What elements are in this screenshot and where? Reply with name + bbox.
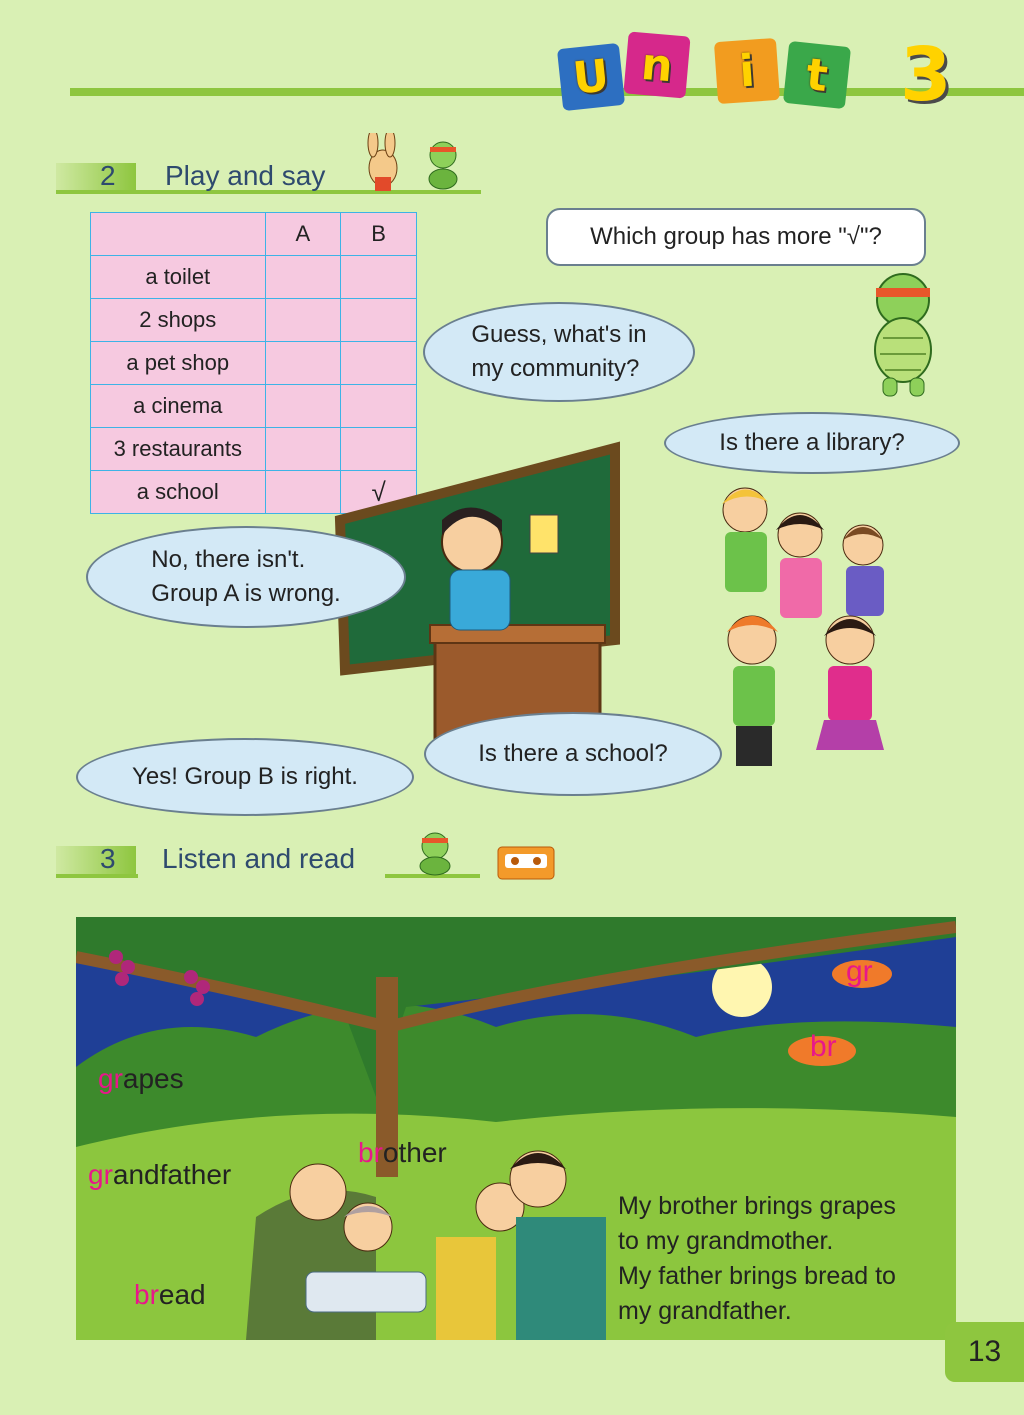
phonics-label-br: br <box>810 1030 837 1063</box>
story-text <box>618 1189 896 1329</box>
bubble-text <box>151 543 340 611</box>
story-scene <box>76 917 956 1340</box>
table-cell-item: a cinema <box>91 385 266 428</box>
section-rule <box>56 874 138 878</box>
rabbit-and-turtle-icon <box>358 133 468 193</box>
table-cell-a <box>265 256 341 299</box>
table-cell-a <box>265 299 341 342</box>
word-label-bread <box>134 1279 206 1311</box>
word-label-grandfather <box>88 1159 231 1191</box>
table-cell-a <box>265 342 341 385</box>
table-row <box>91 342 417 385</box>
bubble-text <box>471 318 646 386</box>
table-row <box>91 299 417 342</box>
section-tab <box>56 846 136 876</box>
unit-letter-u: U <box>557 43 625 111</box>
story-line: My brother brings grapes <box>618 1192 896 1220</box>
speech-bubble-guess <box>423 302 695 402</box>
cassette-icon <box>497 846 555 880</box>
turtle-mascot-icon <box>858 270 948 400</box>
story-line: to my grandmother. <box>618 1227 834 1255</box>
unit-letter-t: t <box>783 41 851 109</box>
speech-bubble-library <box>664 412 960 474</box>
table-cell-b <box>341 299 417 342</box>
unit-number: 3 <box>900 32 952 118</box>
word-prefix: br <box>134 1279 159 1310</box>
word-label-brother <box>358 1137 447 1169</box>
table-header-cell: A <box>265 213 341 256</box>
phonics-label-gr: gr <box>846 955 873 988</box>
table-cell-b: √ <box>341 471 417 514</box>
word-prefix: gr <box>88 1159 113 1190</box>
word-prefix: br <box>358 1137 383 1168</box>
bubble-text: Which group has more "√"? <box>590 223 882 250</box>
table-header-cell <box>91 213 266 256</box>
word-prefix: gr <box>98 1063 123 1094</box>
table-cell-b <box>341 256 417 299</box>
speech-bubble-yes <box>76 738 414 816</box>
speech-bubble-school <box>424 712 722 796</box>
table-cell-b <box>341 385 417 428</box>
speech-bubble-no <box>86 526 406 628</box>
bubble-line: Group A is wrong. <box>151 580 341 607</box>
table-cell-a <box>265 385 341 428</box>
bubble-text: Is there a school? <box>478 740 668 767</box>
section-title: Play and say <box>165 160 326 191</box>
children-group-illustration <box>700 480 920 790</box>
word-rest: other <box>382 1137 447 1168</box>
table-cell-item: 3 restaurants <box>91 428 266 471</box>
table-header-cell: B <box>341 213 417 256</box>
bubble-line: Guess, what's in <box>471 321 647 348</box>
table-cell-item: a pet shop <box>91 342 266 385</box>
table-cell-item: a toilet <box>91 256 266 299</box>
table-cell-item: a school <box>91 471 266 514</box>
page-number: 13 <box>945 1322 1024 1382</box>
story-line: My father brings bread to <box>618 1262 896 1290</box>
unit-letter-n: n <box>623 31 690 98</box>
bubble-line: my community? <box>471 355 640 382</box>
bubble-text: Yes! Group B is right. <box>132 763 358 790</box>
table-header-row <box>91 213 417 256</box>
section-title: Listen and read <box>162 843 356 874</box>
unit-letter-i: i <box>714 38 780 104</box>
section-tab <box>56 163 136 193</box>
word-rest: apes <box>122 1063 184 1094</box>
turtle-icon <box>410 828 460 876</box>
unit-title <box>560 24 900 114</box>
section-number: 3 <box>100 843 116 874</box>
table-cell-item: 2 shops <box>91 299 266 342</box>
word-rest: andfather <box>112 1159 232 1190</box>
table-cell-b <box>341 342 417 385</box>
table-row <box>91 256 417 299</box>
speech-bubble-which-group <box>546 208 926 266</box>
table-row <box>91 385 417 428</box>
bubble-line: No, there isn't. <box>151 546 306 573</box>
word-label-grapes <box>98 1063 184 1095</box>
story-line: my grandfather. <box>618 1297 792 1325</box>
bubble-text: Is there a library? <box>719 429 905 456</box>
word-rest: ead <box>158 1279 206 1310</box>
section-number: 2 <box>100 160 116 191</box>
